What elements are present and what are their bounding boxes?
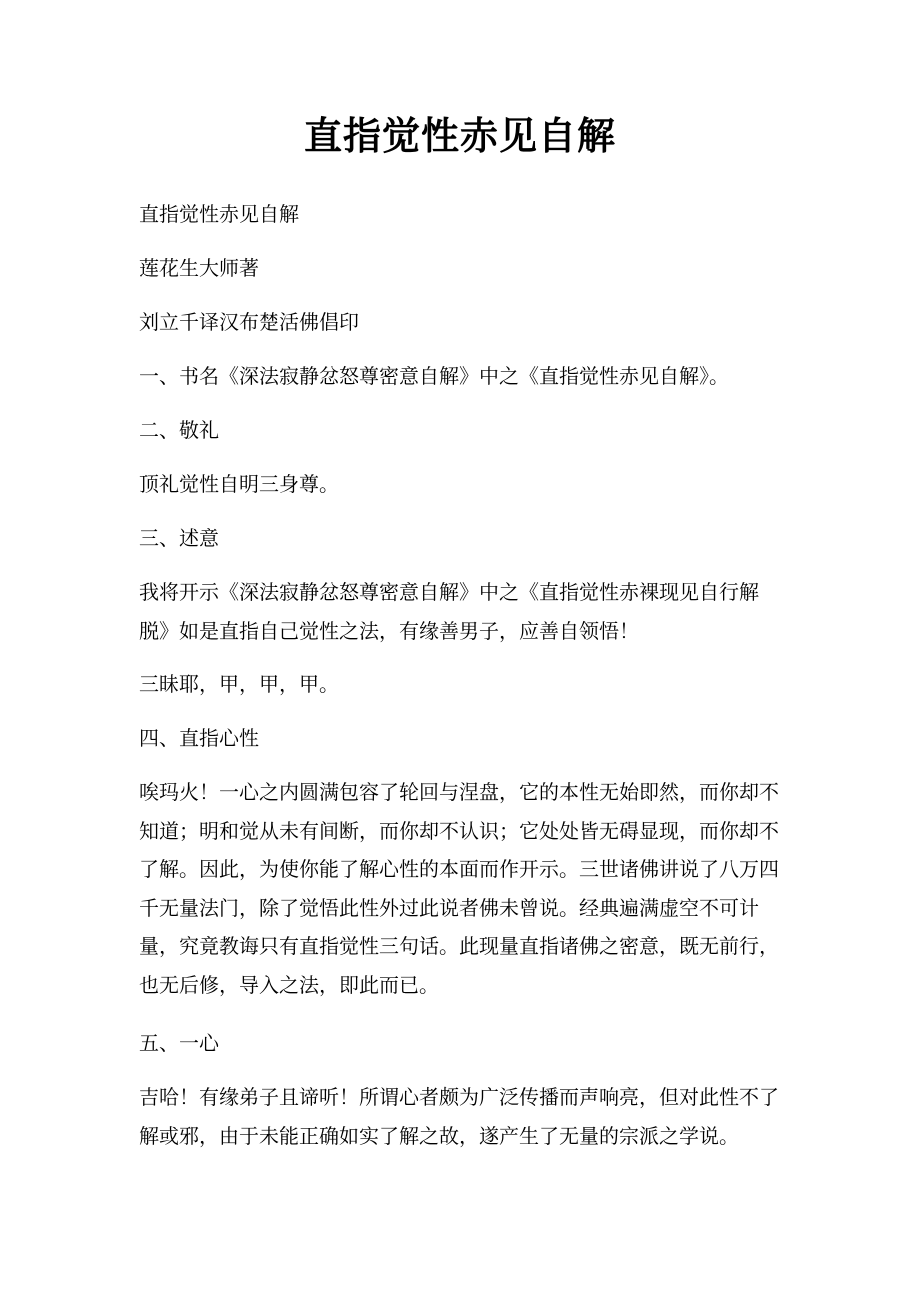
paragraph-section-4-heading: 四、直指心性 — [139, 726, 259, 750]
paragraph-author: 莲花生大师著 — [139, 256, 259, 280]
paragraph-section-1: 一、书名《深法寂静忿怒尊密意自解》中之《直指觉性赤见自解》。 — [139, 364, 729, 388]
paragraph-samaya: 三昧耶，甲，甲，甲。 — [139, 672, 339, 696]
paragraph-salutation: 顶礼觉性自明三身尊。 — [139, 472, 339, 496]
paragraph-section-3-heading: 三、述意 — [139, 526, 219, 550]
paragraph-subtitle: 直指觉性赤见自解 — [139, 202, 299, 226]
paragraph-translator: 刘立千译汉布楚活佛倡印 — [139, 310, 359, 334]
document-title: 直指觉性赤见自解 — [303, 113, 616, 158]
paragraph-one-mind: 吉哈！有缘弟子且谛听！所谓心者颇为广泛传播而声响亮，但对此性不了解或邪，由于未能正确如实了解之故，遂产生了无量的宗派之学说。 — [139, 1085, 779, 1148]
paragraph-intention: 我将开示《深法寂静忿怒尊密意自解》中之《直指觉性赤裸现见自行解脱》如是直指自己觉性之法，有缘善男子，应善自领悟！ — [139, 580, 759, 643]
paragraph-mind-nature: 唉玛火！一心之内圆满包容了轮回与涅盘，它的本性无始即然，而你却不知道；明和觉从未有间断，而你却不认识；它处处皆无碍显现，而你却不了解。因此，为使你能了解心性的本面而作开示。三世诸佛讲说了八万四千无量法门，除了觉悟此性外过此说者佛未曾说。经典遍满虚空不可计量，究竟教诲只有直指觉性三句话。此现量直指诸佛之密意，既无前行，也无后修，导入之法，即此而已。 — [139, 780, 779, 997]
paragraph-section-2-heading: 二、敬礼 — [139, 418, 219, 442]
paragraph-section-5-heading: 五、一心 — [139, 1031, 219, 1055]
